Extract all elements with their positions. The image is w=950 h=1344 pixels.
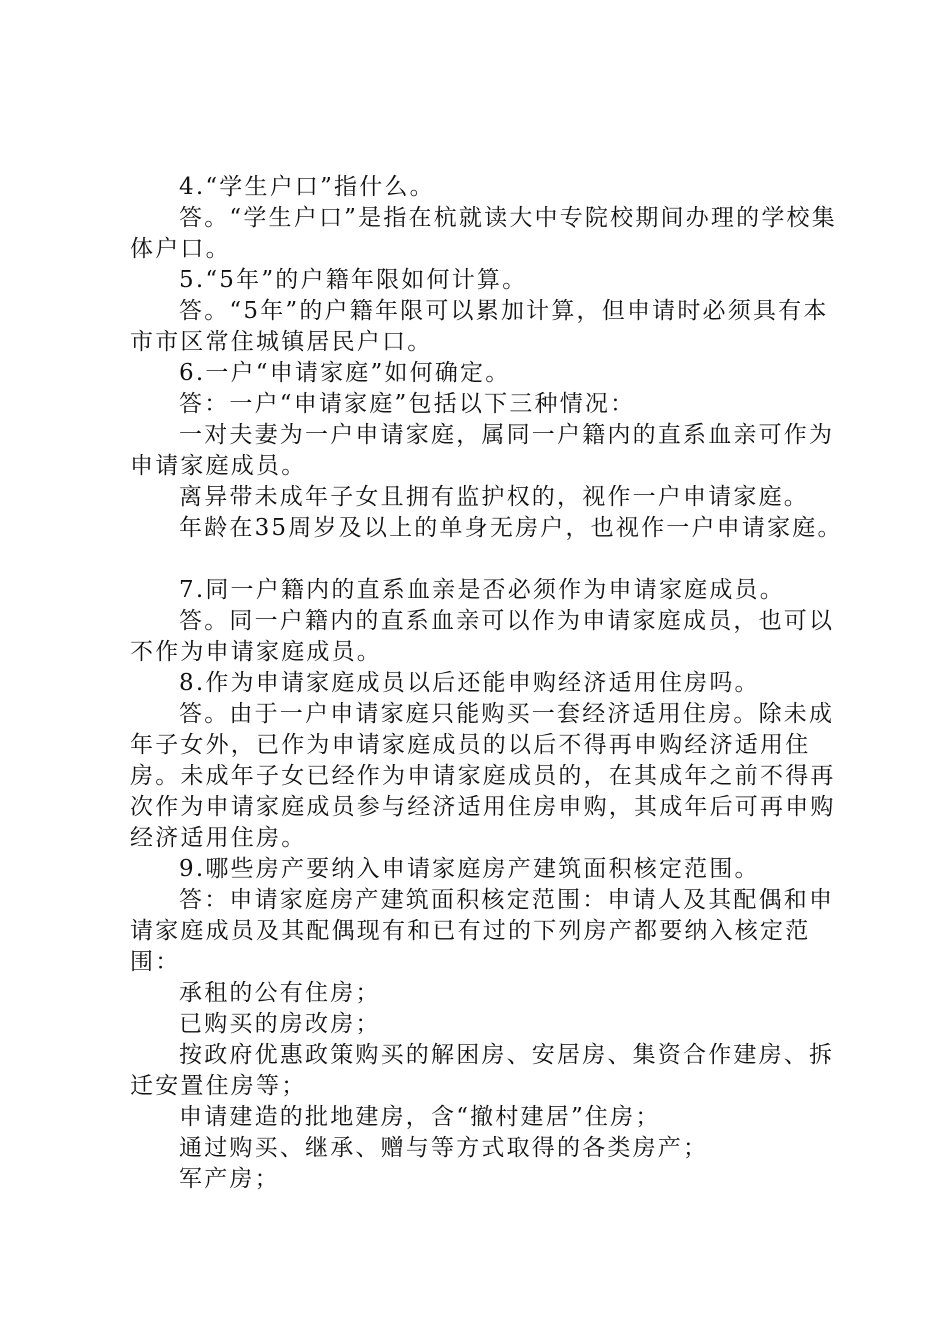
answer-9-item-2: 已购买的房改房；	[179, 1011, 381, 1037]
answer-9-item-6: 军产房；	[179, 1166, 280, 1192]
answer-6-case-2: 离异带未成年子女且拥有监护权的，视作一户申请家庭。	[179, 484, 809, 510]
answer-9-item-1: 承租的公有住房；	[179, 980, 381, 1006]
document-body	[130, 172, 850, 1195]
answer-8: 答。由于一户申请家庭只能购买一套经济适用住房。除未成年子女外，已作为申请家庭成员的以后不得再申购经济适用住房。未成年子女已经作为申请家庭成员的，在其成年之前不得再次作为申请家庭成员参与经济适用住房申购，其成年后可再申购经济适用住房。	[130, 701, 836, 851]
question-6: 6.一户“申请家庭”如何确定。	[179, 360, 511, 386]
answer-9-item-3: 按政府优惠政策购买的解困房、安居房、集资合作建房、拆迁安置住房等；	[130, 1042, 835, 1099]
answer-6-case-1: 一对夫妻为一户申请家庭，属同一户籍内的直系血亲可作为申请家庭成员。	[130, 422, 835, 479]
answer-6-intro: 答：一户“申请家庭”包括以下三种情况：	[179, 391, 636, 417]
answer-9-intro: 答：申请家庭房产建筑面积核定范围：申请人及其配偶和申请家庭成员及其配偶现有和已有过的下列房产都要纳入核定范围：	[130, 887, 835, 975]
answer-5: 答。“5年”的户籍年限可以累加计算，但申请时必须具有本市市区常住城镇居民户口。	[130, 298, 829, 355]
question-7: 7.同一户籍内的直系血亲是否必须作为申请家庭成员。	[179, 577, 785, 603]
answer-9-item-4: 申请建造的批地建房，含“撤村建居”住房；	[179, 1104, 661, 1130]
question-8: 8.作为申请家庭成员以后还能申购经济适用住房吗。	[179, 670, 760, 696]
paragraph-gap	[130, 544, 850, 575]
answer-4: 答。“学生户口”是指在杭就读大中专院校期间办理的学校集体户口。	[130, 205, 837, 262]
question-4: 4.“学生户口”指什么。	[179, 174, 435, 200]
answer-6-case-3: 年龄在35周岁及以上的单身无房户，也视作一户申请家庭。	[179, 515, 843, 541]
answer-9-item-5: 通过购买、继承、赠与等方式取得的各类房产；	[179, 1135, 709, 1161]
question-5: 5.“5年”的户籍年限如何计算。	[179, 267, 528, 293]
question-9: 9.哪些房产要纳入申请家庭房产建筑面积核定范围。	[179, 856, 760, 882]
answer-7: 答。同一户籍内的直系血亲可以作为申请家庭成员，也可以不作为申请家庭成员。	[130, 608, 835, 665]
